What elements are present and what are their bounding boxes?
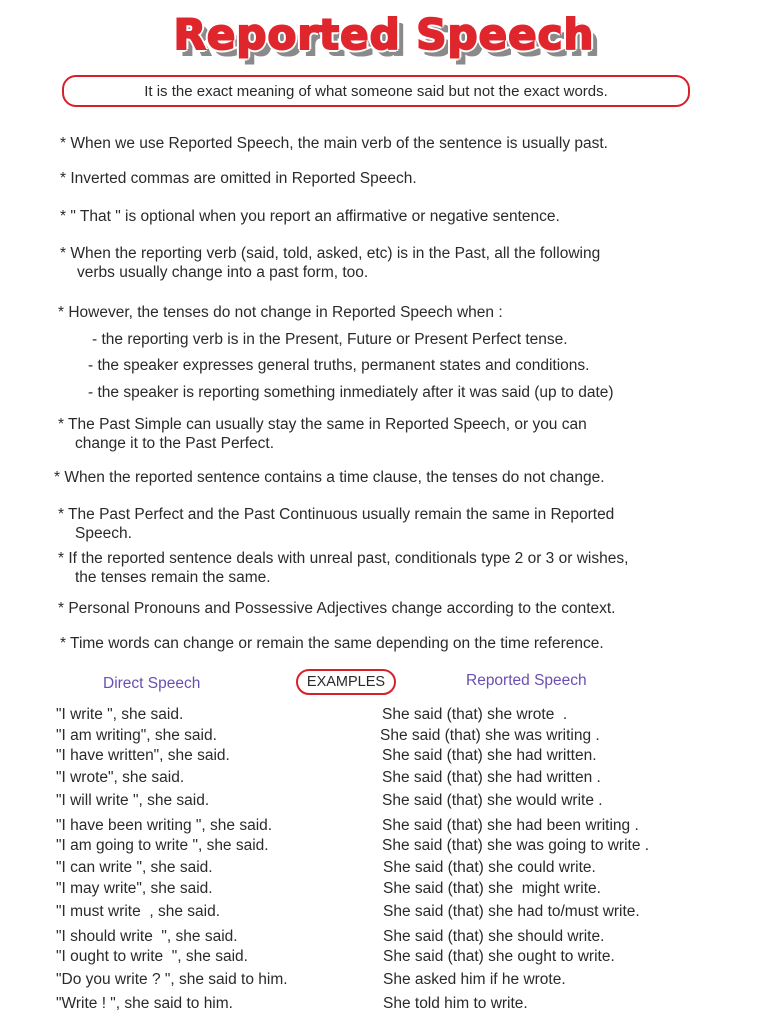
sub-item: - the reporting verb is in the Present, Future or Present Perfect tense. (92, 331, 568, 348)
rule-text: * When the reporting verb (said, told, asked, etc) is in the Past, all the following (60, 245, 601, 262)
example-direct: "I must write , she said. (56, 903, 220, 920)
example-reported: She said (that) she was writing . (380, 727, 600, 744)
example-reported: She said (that) she should write. (383, 928, 605, 945)
rule-item (60, 207, 560, 226)
example-direct: "I will write ", she said. (56, 792, 210, 809)
sub-item: - the speaker is reporting something inmediately after it was said (up to date) (88, 384, 614, 401)
example-direct: "I can write ", she said. (56, 859, 213, 876)
rule-text: * However, the tenses do not change in Reported Speech when : (58, 304, 503, 321)
example-direct: "Do you write ? ", she said to him. (56, 971, 288, 988)
rule-text-continued: Speech. (75, 525, 132, 542)
example-reported: She asked him if he wrote. (383, 971, 566, 988)
rule-item (54, 468, 605, 487)
rule-text: * Time words can change or remain the same depending on the time reference. (60, 635, 604, 652)
rule-item (58, 549, 628, 587)
example-direct: "I have written", she said. (56, 747, 230, 764)
example-reported: She said (that) she had to/must write. (383, 903, 640, 920)
rule-text: * Inverted commas are omitted in Reported Speech. (60, 170, 417, 187)
rule-text: * If the reported sentence deals with unreal past, conditionals type 2 or 3 or wishes, (58, 550, 629, 567)
definition-text: It is the exact meaning of what someone said but not the exact words. (144, 82, 608, 100)
example-direct: "I ought to write ", she said. (56, 948, 248, 965)
rule-text: * The Past Simple can usually stay the same in Reported Speech, or you can (58, 416, 587, 433)
example-reported: She said (that) she wrote . (382, 706, 568, 723)
example-direct: "I have been writing ", she said. (56, 817, 273, 834)
rule-item (58, 303, 503, 322)
rule-item (58, 415, 587, 453)
definition-box (62, 75, 690, 107)
sub-item: - the speaker expresses general truths, permanent states and conditions. (88, 357, 590, 374)
example-reported: She said (that) she would write . (382, 792, 603, 809)
rule-text: * When we use Reported Speech, the main verb of the sentence is usually past. (60, 135, 608, 152)
rule-text: * The Past Perfect and the Past Continuous usually remain the same in Reported (58, 506, 615, 523)
example-direct: "Write ! ", she said to him. (56, 995, 233, 1012)
examples-badge-label: EXAMPLES (306, 674, 386, 690)
example-reported: She told him to write. (383, 995, 528, 1012)
example-reported: She said (that) she was going to write . (382, 837, 650, 854)
example-reported: She said (that) she had been writing . (382, 817, 639, 834)
example-direct: "I write ", she said. (56, 706, 184, 723)
example-reported: She said (that) she could write. (383, 859, 596, 876)
examples-badge (296, 669, 396, 695)
rule-item (60, 169, 417, 188)
title-text: Reported Speech (173, 10, 595, 59)
example-direct: "I am going to write ", she said. (56, 837, 269, 854)
example-direct: "I wrote", she said. (56, 769, 185, 786)
rule-text: * Personal Pronouns and Possessive Adjectives change according to the context. (58, 600, 616, 617)
rule-item (58, 599, 615, 618)
reported-speech-header: Reported Speech (466, 672, 587, 689)
rule-text-continued: change it to the Past Perfect. (75, 435, 275, 452)
rule-text-continued: verbs usually change into a past form, too. (77, 264, 369, 281)
example-reported: She said (that) she ought to write. (383, 948, 615, 965)
rule-item (58, 505, 614, 543)
rule-text: * When the reported sentence contains a time clause, the tenses do not change. (54, 469, 605, 486)
rule-text: * " That " is optional when you report an affirmative or negative sentence. (60, 208, 560, 225)
example-direct: "I am writing", she said. (56, 727, 217, 744)
example-direct: "I may write", she said. (56, 880, 213, 897)
rule-item (60, 244, 600, 282)
example-reported: She said (that) she had written. (382, 747, 597, 764)
page-title (0, 10, 768, 59)
rule-item (60, 634, 604, 653)
example-reported: She said (that) she might write. (383, 880, 601, 897)
example-direct: "I should write ", she said. (56, 928, 238, 945)
example-reported: She said (that) she had written . (382, 769, 601, 786)
direct-speech-header: Direct Speech (103, 675, 201, 692)
rule-item (60, 134, 608, 153)
rule-text-continued: the tenses remain the same. (75, 569, 271, 586)
